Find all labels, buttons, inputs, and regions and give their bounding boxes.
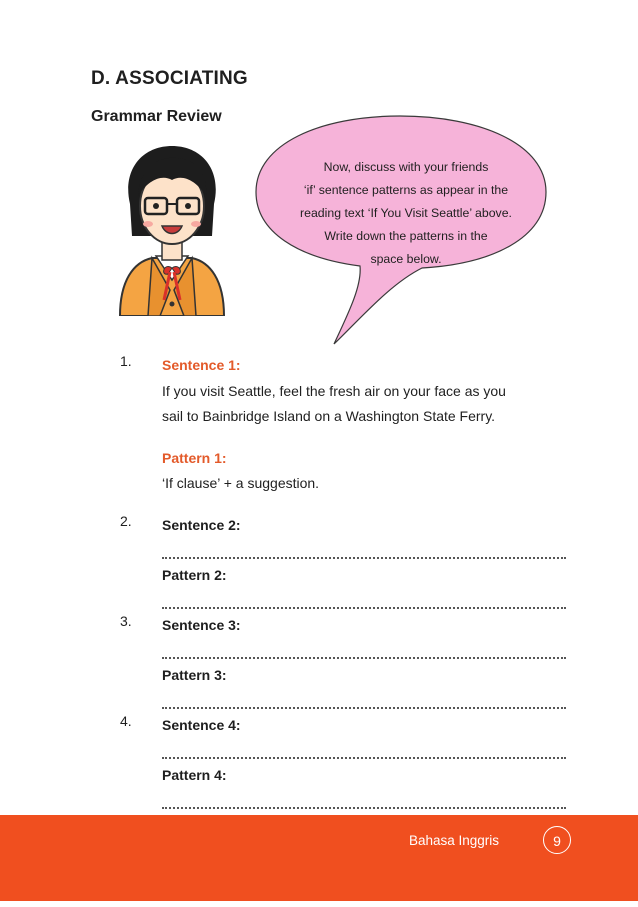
- answer-line[interactable]: [162, 537, 566, 559]
- list-item: [120, 353, 580, 493]
- list-item: [120, 713, 580, 809]
- bubble-line: Write down the patterns in the: [324, 229, 488, 243]
- bubble-line: space below.: [370, 252, 442, 266]
- pattern-label: Pattern 1:: [162, 450, 227, 466]
- sentence-text: If you visit Seattle, feel the fresh air on your face as you: [162, 383, 506, 399]
- answer-line[interactable]: [162, 687, 566, 709]
- sentence-label: Sentence 4:: [162, 717, 241, 733]
- sentence-label: Sentence 2:: [162, 517, 241, 533]
- item-number: 3.: [120, 613, 132, 629]
- section-title: D. ASSOCIATING: [91, 68, 248, 89]
- pattern-label: Pattern 4:: [162, 767, 227, 783]
- teacher-illustration: [112, 140, 232, 316]
- speech-bubble-text: [270, 156, 542, 271]
- footer-book-title: Bahasa Inggris: [409, 833, 500, 848]
- sentence-label: Sentence 1:: [162, 357, 241, 373]
- answer-line[interactable]: [162, 587, 566, 609]
- sentence-label: Sentence 3:: [162, 617, 241, 633]
- pattern-text: ‘If clause’ + a suggestion.: [162, 475, 320, 491]
- bubble-line: ‘if’ sentence patterns as appear in the: [303, 183, 509, 197]
- list-item: [120, 613, 580, 709]
- exercise-list: [120, 353, 580, 813]
- section-subtitle: Grammar Review: [91, 108, 222, 125]
- bubble-line: Now, discuss with your friends: [323, 160, 489, 174]
- sentence-text: sail to Bainbridge Island on a Washington State Ferry.: [162, 408, 496, 424]
- page-footer: [0, 815, 638, 901]
- item-number: 4.: [120, 713, 132, 729]
- bubble-line: reading text ‘If You Visit Seattle’ above.: [300, 206, 512, 220]
- item-number: 2.: [120, 513, 132, 529]
- answer-line[interactable]: [162, 787, 566, 809]
- pattern-label: Pattern 2:: [162, 567, 227, 583]
- item-number: 1.: [120, 353, 132, 369]
- answer-line[interactable]: [162, 637, 566, 659]
- pattern-label: Pattern 3:: [162, 667, 227, 683]
- page-number: 9: [543, 826, 571, 854]
- list-item: [120, 513, 580, 609]
- answer-line[interactable]: [162, 737, 566, 759]
